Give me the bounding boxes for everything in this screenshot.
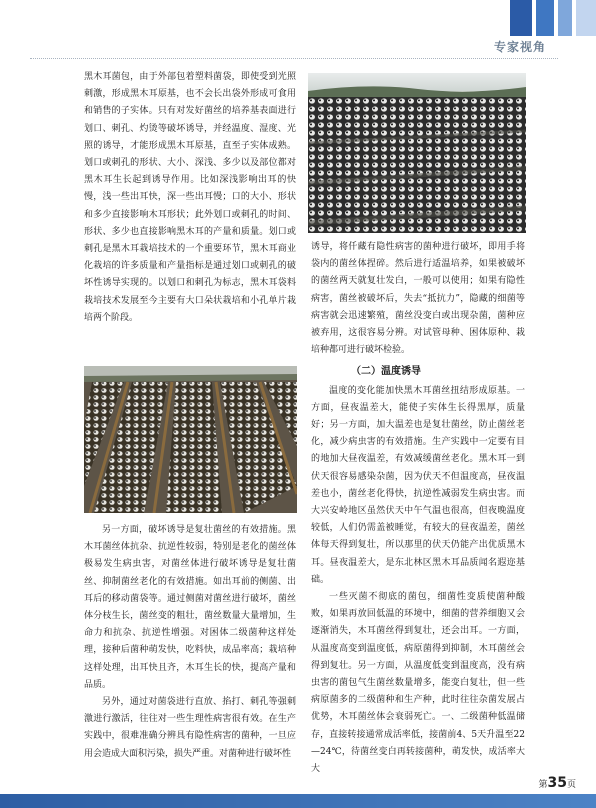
subheading: （二）温度诱导 <box>351 366 421 378</box>
header-divider <box>30 58 558 59</box>
paragraph: 一些灭菌不彻底的菌包，细菌性变质使菌种酸败，如果再放回低温的环境中，细菌的营养细胞又会逐渐消失，木耳菌丝得到复壮，还会出耳。一方面，从温度高变到温度低，病原菌得到抑制，木耳菌丝会得到复壮。另一方面，从温度低变到温度高，没有病虫害的菌包气生菌丝数量增多，能变白复壮，但一些病原菌多的二级菌种和生产种，此时往往杂菌发展占优势，木耳菌丝体会衰弱死亡。一、二级菌种低温储存，直接转接通常成活率低，接菌前4、5天升温至22—24℃，待菌丝变白再转接菌种，萌发快，成活率大大 <box>311 592 525 775</box>
left-column-top <box>84 69 296 327</box>
section-tag: 专家视角 <box>493 40 546 54</box>
mushroom-field-photo-graphic <box>308 73 526 233</box>
header-stripe <box>576 0 596 36</box>
page-prefix: 第 <box>538 780 548 790</box>
header-stripe <box>510 0 532 36</box>
header-stripe <box>536 0 554 36</box>
footer-bar <box>0 794 596 808</box>
mushroom-field-photo <box>308 73 526 233</box>
right-column <box>311 239 525 778</box>
mushroom-rows-photo-graphic <box>84 366 297 513</box>
left-column-bottom <box>84 522 296 763</box>
mushroom-rows-photo <box>84 366 297 513</box>
page-suffix: 页 <box>566 780 576 790</box>
header-stripes <box>510 0 596 36</box>
page-number <box>538 775 576 791</box>
page-number-value: 35 <box>547 775 567 791</box>
paragraph: 另一方面，破坏诱导是复壮菌丝的有效措施。黑木耳菌丝体抗杂、抗逆性较弱，特别是老化的菌丝体极易发生病虫害，对菌丝体进行破坏诱导是复壮菌丝、抑制菌丝老化的有效措施。如出耳前的侧菌、出耳后的移动菌袋等。通过侧菌对菌丝进行破坏，菌丝体分枝生长，菌丝变的粗壮，菌丝数量大量增加，生命力和抗杂、抗逆性增强。对困体二级菌种这样处理，接种后菌种萌发快，吃料快，成品率高；栽培种这样处理，出耳快且齐，木耳生长的快，提高产量和品质。 <box>84 525 296 690</box>
paragraph: 诱导，将仟藏有隐性病害的菌种进行破坏，即用手将袋内的菌丝体捏碎。然后进行适温培养，如果被破坏的菌丝两天就复壮发白，一般可以使用；如果有隐性病害，菌丝被破坏后，失去“抵抗力”，隐藏的细菌等病害就会迅速繁殖，菌丝没变白或出现杂菌，菌种应被弃用，这很容易分辨。对试管母种、困体原种、栽培种都可进行破坏检验。 <box>311 242 525 356</box>
paragraph: 黑木耳菌包，由于外部包着塑料菌袋，即使受到光照刺激，形成黑木耳原基，也不会长出袋外形成可食用和销售的子实体。只有对发好菌丝的培养基表面进行划口、刺孔、灼烫等破坏诱导，并经温度、湿度、光照的诱导，才能形成黑木耳原基，直至子实体成熟。划口或刺孔的形状、大小、深浅、多少以及部位都对黑木耳生长起到诱导作用。比如深浅影响出耳的快慢，浅一些出耳快，深一些出耳慢；口的大小、形状和多少直接影响木耳形状；此外划口或刺孔的时间、形状、多少也直接影响黑木耳的产量和质量。划口或刺孔是黑木耳栽培技术的一个重要环节，黑木耳商业化栽培的许多质量和产量指标是通过划口或刺孔的破坏性诱导实现的。以划口和刺孔为标志，黑木耳袋料栽培技术发展至今主要有大口朵状栽培和小孔单片栽培两个阶段。 <box>84 72 296 323</box>
paragraph: 另外，通过对菌袋进行直放、掐打、刺孔等强刺激进行激活，往往对一些生理性病害很有效。在生产实践中，很难准确分辨具有隐性病害的菌种，一旦应用会造成大面积污染，损失严重。对菌种进行破坏性 <box>84 697 296 759</box>
header-stripe <box>558 0 572 36</box>
paragraph: 温度的变化能加快黑木耳菌丝扭结形成原基。一方面，昼夜温差大，能使子实体生长得黑厚，质量好；另一方面，加大温差也是复壮菌丝，防止菌丝老化，减少病虫害的有效措施。生产实践中一定要有目的地加大昼夜温差，有效减缓菌丝老化。黑木耳一到伏天很容易感染杂菌，因为伏天不但温度高，昼夜温差也小，菌丝老化得快，抗逆性减弱发生病虫害。而大兴安岭地区虽然伏天中午气温也很高，但夜晚温度较低，人们仍需盖被睡觉，有较大的昼夜温差，菌丝体每天得到复壮，所以那里的伏天仍能产出优质黑木耳。昼夜温差大，是东北林区黑木耳品质闻名遐迩基础。 <box>311 385 525 585</box>
